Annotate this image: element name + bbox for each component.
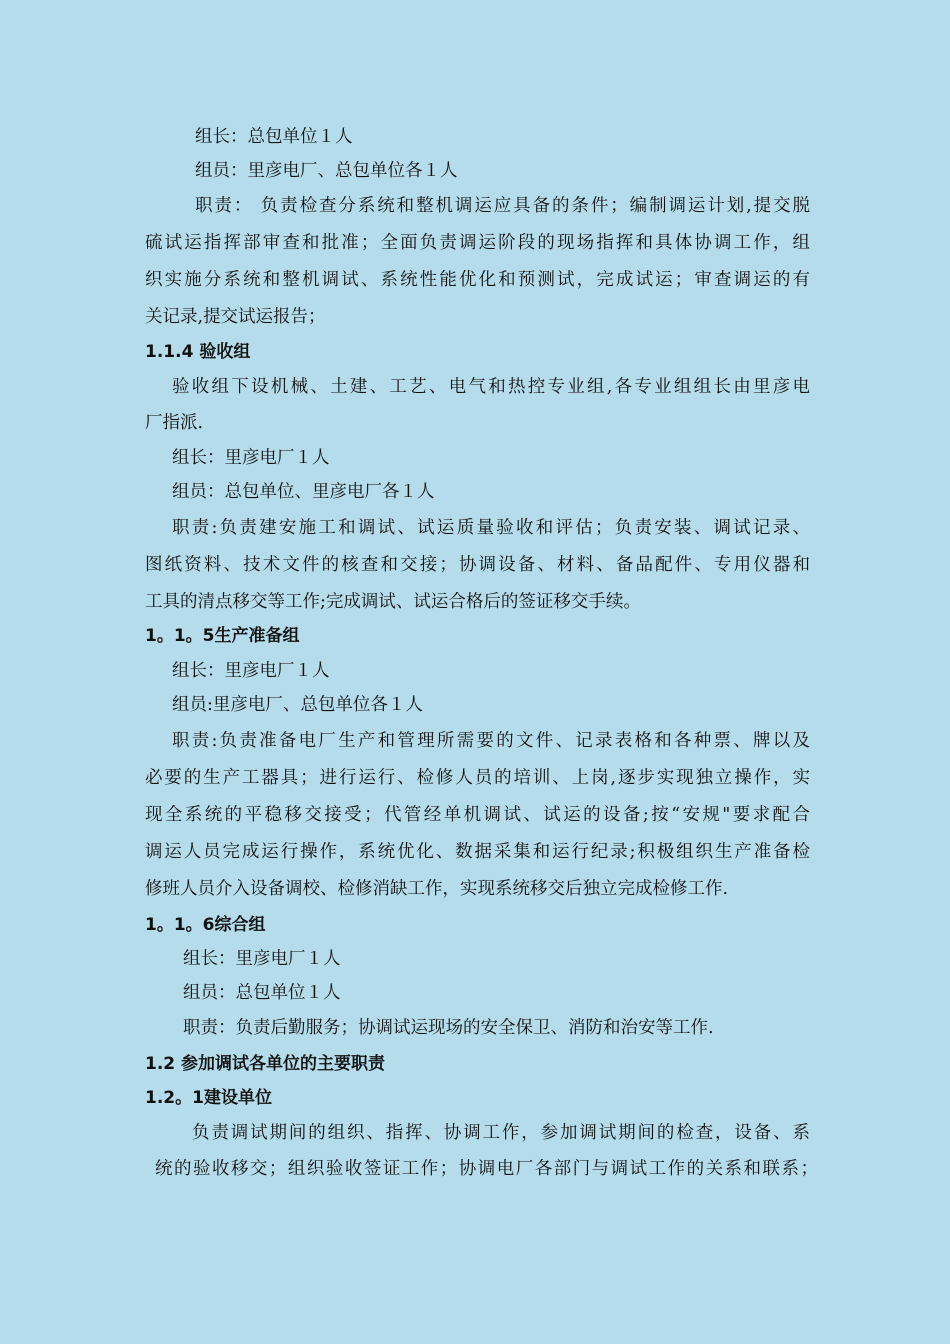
text-line: 职责:负责建安施工和调试、试运质量验收和评估；负责安装、调试记录、: [172, 518, 810, 538]
text-line: 组员:里彦电厂、总包单位各１人: [172, 695, 423, 715]
text-line: 组长：里彦电厂１人: [183, 949, 341, 969]
text-line: 组员：里彦电厂、总包单位各１人: [195, 161, 458, 181]
text-line: 工具的清点移交等工作;完成调试、试运合格后的签证移交手续。: [145, 592, 641, 612]
text-line: 修班人员介入设备调校、检修消缺工作，实现系统移交后独立完成检修工作.: [145, 879, 729, 899]
text-line: 验收组下设机械、土建、工艺、电气和热控专业组,各专业组组长由里彦电: [172, 377, 810, 397]
section-heading: 1。1。6综合组: [145, 915, 266, 935]
section-heading: 1.2。1建设单位: [145, 1088, 272, 1108]
text-line: 组长：里彦电厂１人: [172, 448, 330, 468]
text-line: 职责：负责后勤服务；协调试运现场的安全保卫、消防和治安等工作.: [183, 1018, 714, 1038]
text-line: 硫试运指挥部审查和批准；全面负责调运阶段的现场指挥和具体协调工作，组: [145, 233, 810, 253]
text-line: 组员：总包单位、里彦电厂各１人: [172, 482, 435, 502]
text-line: 职责： 负责检查分系统和整机调运应具备的条件；编制调运计划,提交脱: [195, 196, 810, 216]
section-heading: 1.1.4 验收组: [145, 342, 251, 362]
text-line: 组长：里彦电厂１人: [172, 661, 330, 681]
text-line: 现全系统的平稳移交接受；代管经单机调试、试运的设备;按“安规"要求配合: [145, 805, 810, 825]
text-line: 统的验收移交；组织验收签证工作；协调电厂各部门与调试工作的关系和联系；: [155, 1159, 818, 1179]
text-line: 调运人员完成运行操作，系统优化、数据采集和运行纪录;积极组织生产准备检: [145, 842, 810, 862]
section-heading: 1。1。5生产准备组: [145, 626, 300, 646]
text-line: 组长：总包单位１人: [195, 127, 353, 147]
text-line: 必要的生产工器具；进行运行、检修人员的培训、上岗,逐步实现独立操作，实: [145, 768, 810, 788]
text-line: 关记录,提交试运报告；: [145, 307, 326, 327]
text-line: 织实施分系统和整机调试、系统性能优化和预测试，完成试运；审查调运的有: [145, 270, 810, 290]
text-line: 图纸资料、技术文件的核查和交接；协调设备、材料、备品配件、专用仪器和: [145, 555, 810, 575]
text-line: 厂指派.: [145, 413, 204, 433]
section-heading: 1.2 参加调试各单位的主要职责: [145, 1054, 386, 1074]
text-line: 负责调试期间的组织、指挥、协调工作，参加调试期间的检查，设备、系: [192, 1123, 810, 1143]
text-line: 职责:负责准备电厂生产和管理所需要的文件、记录表格和各种票、牌以及: [172, 731, 810, 751]
text-line: 组员：总包单位１人: [183, 983, 341, 1003]
